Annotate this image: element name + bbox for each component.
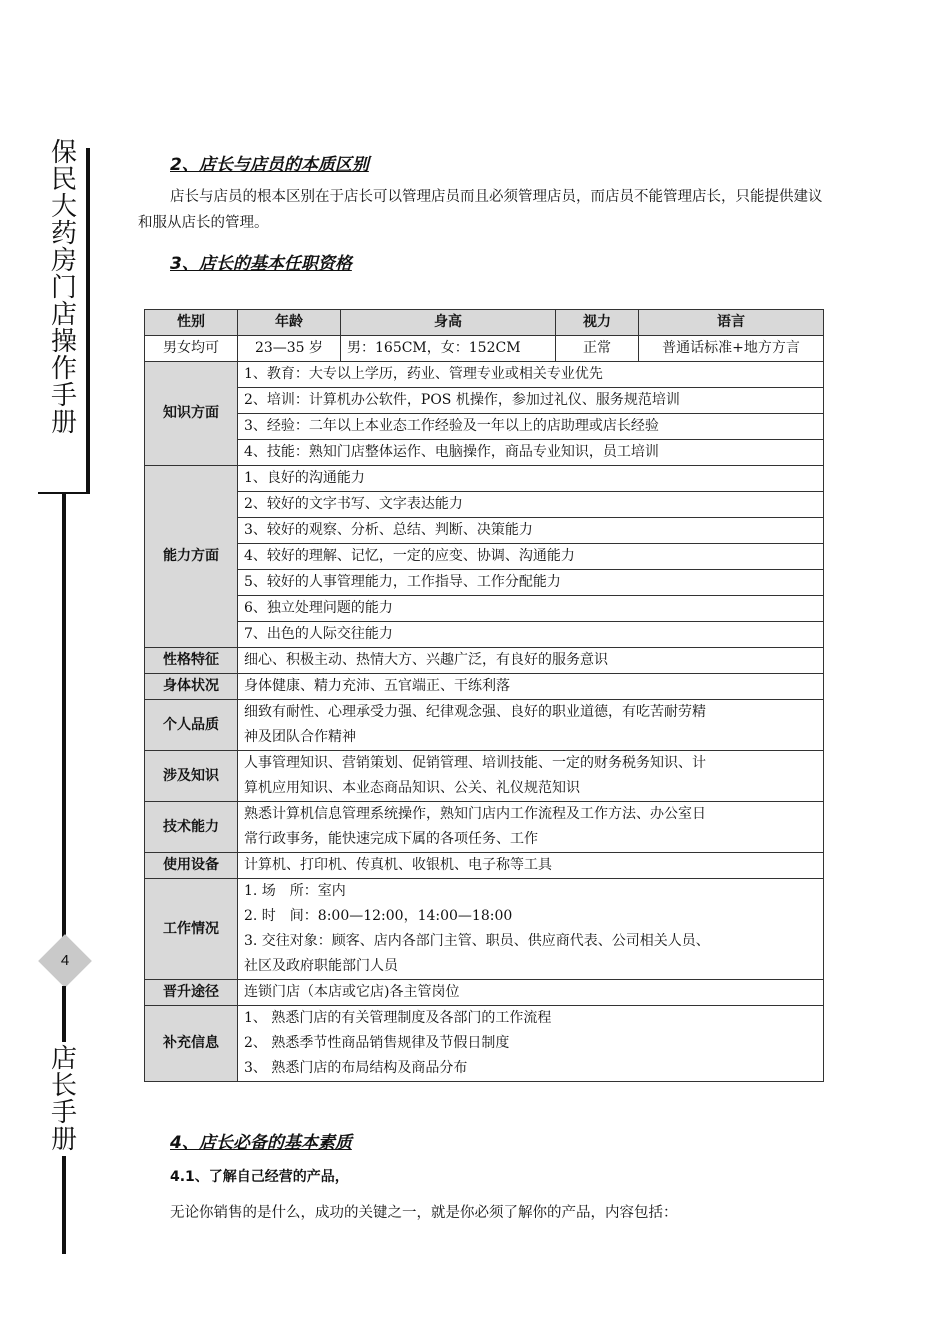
table-row <box>145 518 824 544</box>
table-row <box>145 1006 824 1082</box>
section-4-heading: 4、店长必备的基本素质 <box>170 1133 352 1153</box>
table-row <box>145 388 824 414</box>
knowledge2-text <box>238 751 824 802</box>
work-line: 2. 时 间：8:00—12:00，14:00—18:00 <box>244 908 513 924</box>
header-gender: 性别 <box>145 310 238 336</box>
extra-text <box>238 1006 824 1082</box>
table-row <box>145 440 824 466</box>
table-row <box>145 544 824 570</box>
sidebar-handbook-title: 店长手册 <box>50 1044 77 1155</box>
section-2-heading: 2、店长与店员的本质区别 <box>170 155 369 175</box>
age-value: 23—35 岁 <box>238 336 341 362</box>
ability-item: 3、较好的观察、分析、总结、判断、决策能力 <box>238 518 824 544</box>
extra-line: 3、 熟悉门店的布局结构及商品分布 <box>244 1060 468 1076</box>
table-row <box>145 570 824 596</box>
vision-value: 正常 <box>556 336 639 362</box>
health-text: 身体健康、精力充沛、五官端正、干练利落 <box>238 674 824 700</box>
header-language: 语言 <box>639 310 824 336</box>
tech-line: 熟悉计算机信息管理系统操作，熟知门店内工作流程及工作方法、办公室日 <box>244 806 706 822</box>
sidebar-bottom-line <box>62 1156 66 1254</box>
header-height: 身高 <box>341 310 556 336</box>
work-line: 1. 场 所：室内 <box>244 883 346 899</box>
ability-item: 6、独立处理问题的能力 <box>238 596 824 622</box>
header-vision: 视力 <box>556 310 639 336</box>
quality-line: 神及团队合作精神 <box>244 729 356 745</box>
table-row <box>145 336 824 362</box>
table-row <box>145 492 824 518</box>
height-value: 男：165CM，女：152CM <box>341 336 556 362</box>
table-row <box>145 622 824 648</box>
table-row <box>145 466 824 492</box>
tech-line: 常行政事务，能快速完成下属的各项任务、工作 <box>244 831 538 847</box>
section-4-1-text: 无论你销售的是什么，成功的关键之一，就是你必须了解你的产品，内容包括： <box>170 1205 678 1221</box>
language-value: 普通话标准+地方方言 <box>639 336 824 362</box>
qualification-table <box>144 309 824 1082</box>
work-label: 工作情况 <box>145 879 238 980</box>
promotion-text: 连锁门店（本店或它店)各主管岗位 <box>238 980 824 1006</box>
health-label: 身体状况 <box>145 674 238 700</box>
quality-label: 个人品质 <box>145 700 238 751</box>
sidebar-mid-line <box>62 494 66 938</box>
personality-label: 性格特征 <box>145 648 238 674</box>
ability-item: 5、较好的人事管理能力，工作指导、工作分配能力 <box>238 570 824 596</box>
work-line: 社区及政府职能部门人员 <box>244 958 398 974</box>
promotion-label: 晋升途径 <box>145 980 238 1006</box>
knowledge2-line: 人事管理知识、营销策划、促销管理、培训技能、一定的财务税务知识、计 <box>244 755 706 771</box>
gender-value: 男女均可 <box>145 336 238 362</box>
table-row <box>145 414 824 440</box>
sidebar-lower-line <box>62 986 66 1042</box>
quality-line: 细致有耐性、心理承受力强、纪律观念强、良好的职业道德，有吃苦耐劳精 <box>244 704 706 720</box>
table-row <box>145 674 824 700</box>
work-text <box>238 879 824 980</box>
table-row <box>145 853 824 879</box>
knowledge-item: 3、经验：二年以上本业态工作经验及一年以上的店助理或店长经验 <box>238 414 824 440</box>
quality-text <box>238 700 824 751</box>
table-row <box>145 648 824 674</box>
table-row <box>145 751 824 802</box>
ability-item: 1、良好的沟通能力 <box>238 466 824 492</box>
knowledge2-line: 算机应用知识、本业态商品知识、公关、礼仪规范知识 <box>244 780 580 796</box>
table-row <box>145 802 824 853</box>
knowledge-item: 2、培训：计算机办公软件，POS 机操作，参加过礼仪、服务规范培训 <box>238 388 824 414</box>
knowledge-item: 4、技能：熟知门店整体运作、电脑操作，商品专业知识，员工培训 <box>238 440 824 466</box>
section-3-heading: 3、店长的基本任职资格 <box>170 254 352 274</box>
page-number: 4 <box>60 952 70 969</box>
section-2-text: 店长与店员的根本区别在于店长可以管理店员而且必须管理店员，而店员不能管理店长，只能提供建议和服从店长的管理。 <box>138 189 823 231</box>
knowledge-label: 知识方面 <box>145 362 238 466</box>
ability-item: 2、较好的文字书写、文字表达能力 <box>238 492 824 518</box>
extra-label: 补充信息 <box>145 1006 238 1082</box>
table-header-row <box>145 310 824 336</box>
sidebar-top-line <box>86 148 90 494</box>
knowledge-item: 1、教育：大专以上学历，药业、管理专业或相关专业优先 <box>238 362 824 388</box>
ability-item: 4、较好的理解、记忆，一定的应变、协调、沟通能力 <box>238 544 824 570</box>
equipment-label: 使用设备 <box>145 853 238 879</box>
table-row <box>145 596 824 622</box>
sidebar-manual-title: 保民大药房门店操作手册 <box>50 138 77 438</box>
equipment-text: 计算机、打印机、传真机、收银机、电子称等工具 <box>238 853 824 879</box>
table-row <box>145 362 824 388</box>
work-line: 3. 交往对象：顾客、店内各部门主管、职员、供应商代表、公司相关人员、 <box>244 933 710 949</box>
knowledge2-label: 涉及知识 <box>145 751 238 802</box>
section-4-1-heading: 4.1、了解自己经营的产品， <box>170 1169 349 1185</box>
tech-label: 技术能力 <box>145 802 238 853</box>
table-row <box>145 700 824 751</box>
table-row <box>145 879 824 980</box>
header-age: 年龄 <box>238 310 341 336</box>
tech-text <box>238 802 824 853</box>
extra-line: 2、 熟悉季节性商品销售规律及节假日制度 <box>244 1035 510 1051</box>
extra-line: 1、 熟悉门店的有关管理制度及各部门的工作流程 <box>244 1010 552 1026</box>
personality-text: 细心、积极主动、热情大方、兴趣广泛，有良好的服务意识 <box>238 648 824 674</box>
ability-label: 能力方面 <box>145 466 238 648</box>
ability-item: 7、出色的人际交往能力 <box>238 622 824 648</box>
table-row <box>145 980 824 1006</box>
